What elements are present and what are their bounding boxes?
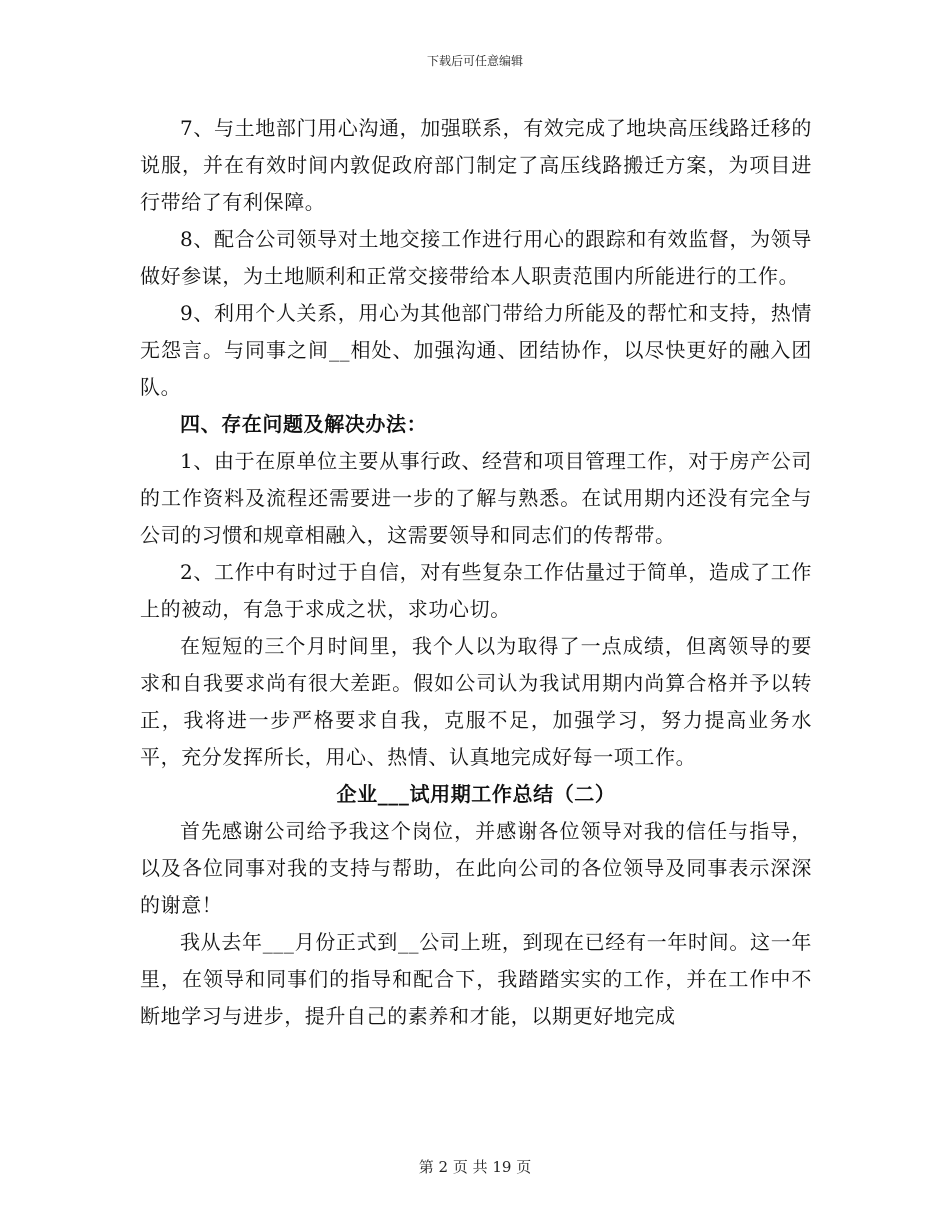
paragraph-item-9: 9、利用个人关系，用心为其他部门带给力所能及的帮忙和支持，热情无怨言。与同事之间__相处、加强沟通、团结协作，以尽快更好的融入团队。	[140, 301, 812, 399]
section-heading-issues: 四、存在问题及解决办法：	[180, 412, 428, 436]
paragraph-item-8: 8、配合公司领导对土地交接工作进行用心的跟踪和有效监督，为领导做好参谋，为土地顺利和正常交接带给本人职责范围内所能进行的工作。	[140, 227, 812, 288]
paragraph-thanks: 首先感谢公司给予我这个岗位，并感谢各位领导对我的信任与指导，以及各位同事对我的支持与帮助，在此向公司的各位领导及同事表示深深的谢意！	[140, 819, 812, 917]
page-number: 第 2 页 共 19 页	[418, 1158, 532, 1176]
paragraph-closing: 在短短的三个月时间里，我个人以为取得了一点成绩，但离领导的要求和自我要求尚有很大差距。假如公司认为我试用期内尚算合格并予以转正，我将进一步严格要求自我，克服不足，加强学习，努力提高业务水平，充分发挥所长，用心、热情、认真地完成好每一项工作。	[140, 634, 812, 769]
paragraph-issue-1: 1、由于在原单位主要从事行政、经营和项目管理工作，对于房产公司的工作资料及流程还需要进一步的了解与熟悉。在试用期内还没有完全与公司的习惯和规章相融入，这需要领导和同志们的传帮带。	[140, 449, 812, 547]
paragraph-issue-2: 2、工作中有时过于自信，对有些复杂工作估量过于简单，造成了工作上的被动，有急于求成之状，求功心切。	[140, 560, 812, 621]
document-body	[140, 110, 812, 1035]
header-note: 下载后可任意编辑	[426, 54, 523, 68]
paragraph-item-7: 7、与土地部门用心沟通，加强联系，有效完成了地块高压线路迁移的说服，并在有效时间内敦促政府部门制定了高压线路搬迁方案，为项目进行带给了有利保障。	[140, 116, 812, 214]
section-title-part-two: 企业___试用期工作总结（二）	[336, 782, 616, 806]
paragraph-year-intro: 我从去年___月份正式到__公司上班，到现在已经有一年时间。这一年里，在领导和同事们的指导和配合下，我踏踏实实的工作，并在工作中不断地学习与进步，提升自己的素养和才能，以期更好地完成	[140, 930, 812, 1028]
